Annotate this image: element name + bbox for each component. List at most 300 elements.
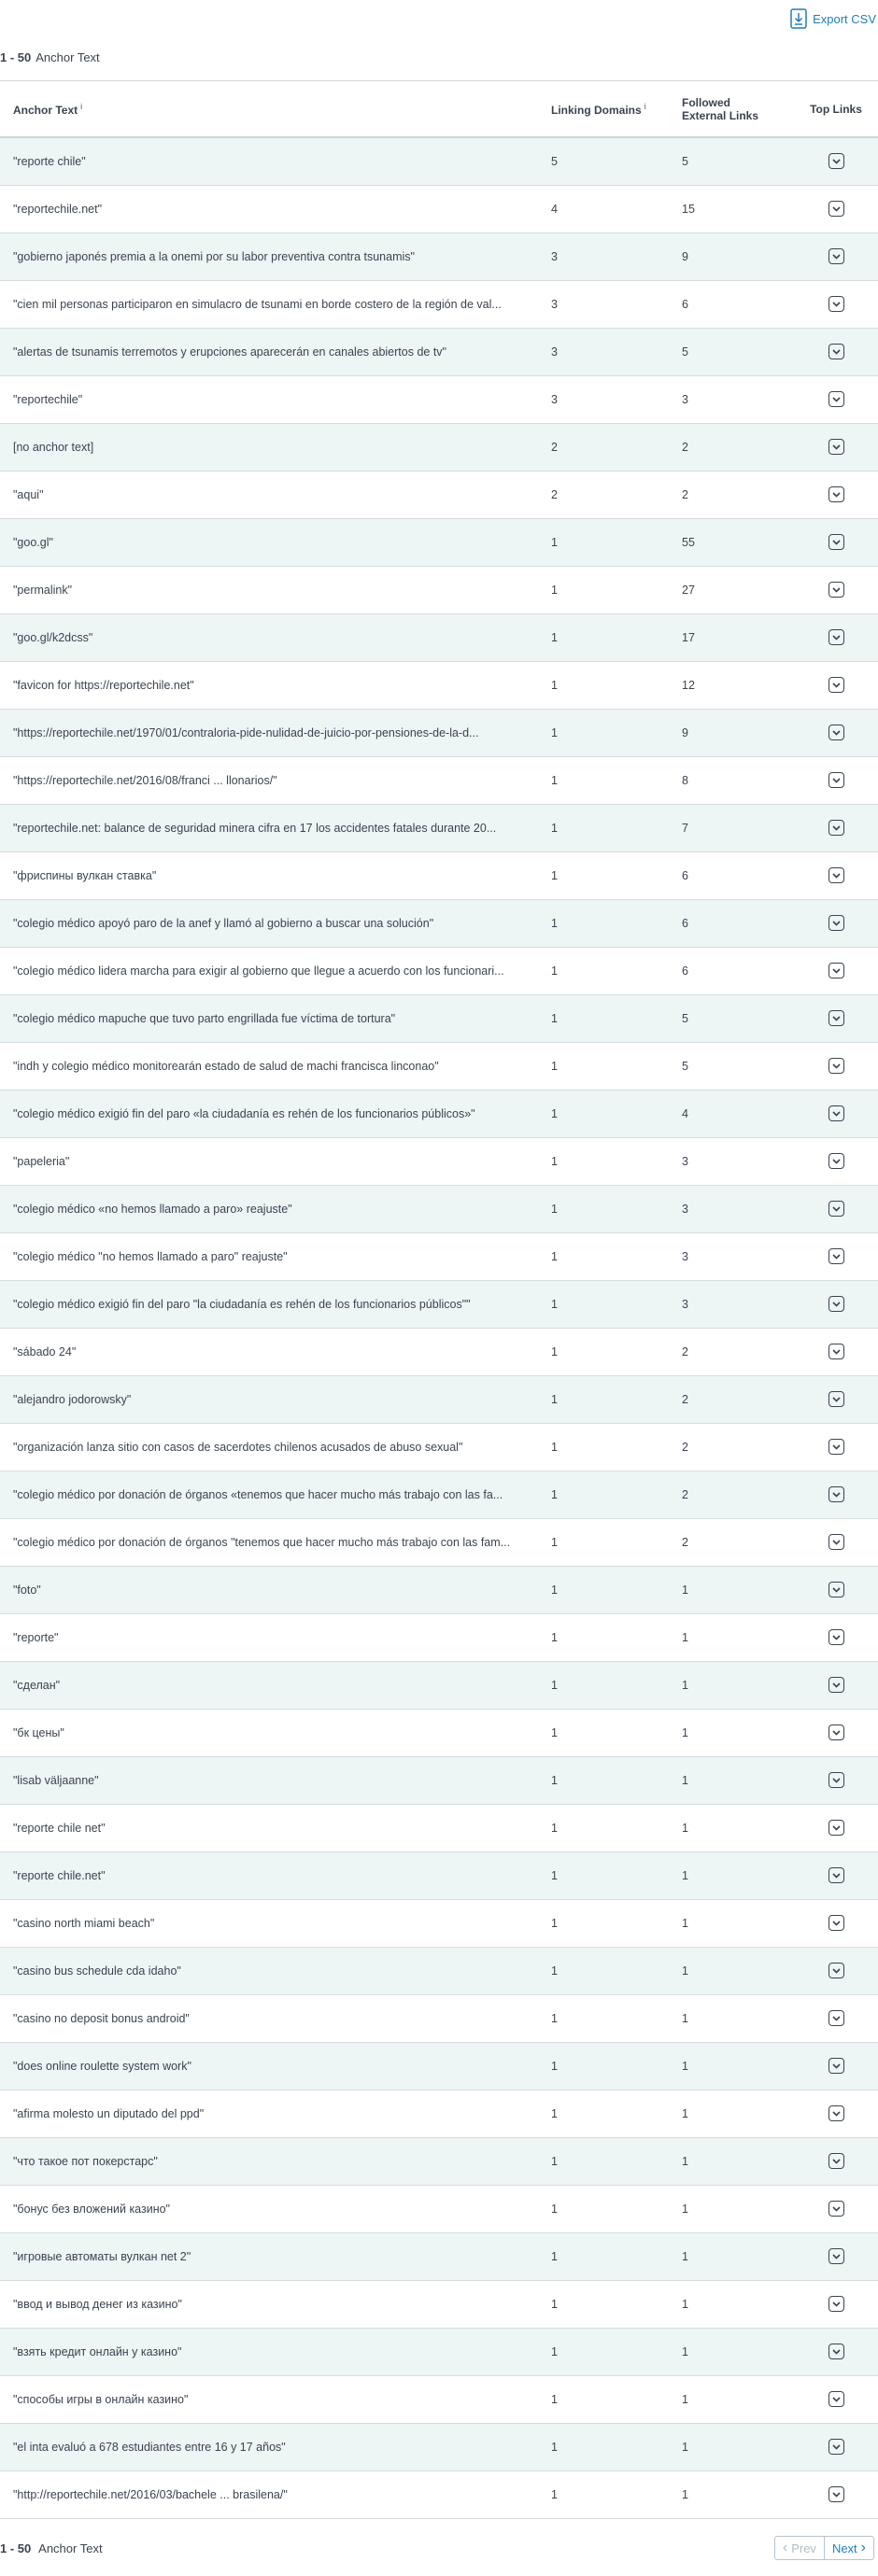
top-links-cell [794, 1566, 878, 1613]
table-row [0, 1137, 878, 1185]
linking-domains-cell: 1 [551, 1154, 558, 1168]
chevron-down-icon [832, 2444, 841, 2450]
column-header-followed-external-links[interactable] [682, 81, 794, 137]
followed-external-links-cell: 3 [682, 1297, 688, 1311]
top-links-cell [794, 2328, 878, 2375]
table-row [0, 1899, 878, 1947]
column-header-top-links [794, 81, 878, 137]
anchor-text-cell: "colegio médico apoyó paro de la anef y llamó al gobierno a buscar una solución" [13, 916, 434, 930]
top-links-cell [794, 1090, 878, 1137]
followed-external-links-cell: 3 [682, 1202, 688, 1216]
followed-external-links-cell: 9 [682, 725, 688, 739]
chevron-down-icon [832, 2397, 841, 2402]
prev-page-button[interactable] [774, 2536, 825, 2560]
top-links-cell [794, 1709, 878, 1756]
top-links-cell [794, 613, 878, 661]
anchor-text-cell: "does online roulette system work" [13, 2059, 191, 2073]
anchor-text-cell: "casino no deposit bonus android" [13, 2011, 190, 2025]
expand-top-links-button[interactable] [828, 915, 844, 931]
top-links-cell [794, 2185, 878, 2232]
anchor-text-cell: "el inta evaluó a 678 estudiantes entre 16 y 17 años" [13, 2440, 286, 2454]
top-links-cell [794, 1471, 878, 1518]
linking-domains-cell: 2 [551, 487, 558, 501]
expand-top-links-button[interactable] [828, 1534, 844, 1550]
anchor-text-cell: "colegio médico lidera marcha para exigir al gobierno que llegue a acuerdo con los funcionari... [13, 964, 504, 978]
followed-external-links-cell: 1 [682, 2249, 688, 2263]
expand-top-links-button[interactable] [828, 2153, 844, 2169]
top-links-cell [794, 2470, 878, 2518]
expand-top-links-button[interactable] [828, 344, 844, 359]
linking-domains-cell: 1 [551, 2249, 558, 2263]
linking-domains-cell: 3 [551, 345, 558, 359]
anchor-text-cell: "бонус без вложений казино" [13, 2202, 170, 2216]
column-header-anchor-text[interactable] [0, 81, 551, 137]
anchor-text-cell: [no anchor text] [13, 440, 94, 454]
chevron-down-icon [832, 2206, 841, 2212]
chevron-left-icon: ‹ [782, 2540, 788, 2555]
followed-external-links-cell: 1 [682, 2440, 688, 2454]
top-links-cell [794, 185, 878, 232]
followed-external-links-cell: 55 [682, 535, 695, 549]
expand-top-links-button[interactable] [828, 1724, 844, 1740]
chevron-down-icon [832, 1682, 841, 1688]
top-links-cell [794, 518, 878, 566]
expand-top-links-button[interactable] [828, 1963, 844, 1978]
linking-domains-cell: 1 [551, 773, 558, 787]
results-label: Anchor Text [35, 49, 100, 64]
footer-label: Anchor Text [38, 2541, 103, 2555]
anchor-text-cell: "reporte chile net" [13, 1821, 106, 1835]
expand-top-links-button[interactable] [828, 2201, 844, 2217]
followed-external-links-cell: 9 [682, 249, 688, 263]
top-links-cell [794, 1185, 878, 1232]
expand-top-links-button[interactable] [828, 1391, 844, 1407]
top-links-cell [794, 137, 878, 185]
top-links-cell [794, 1280, 878, 1328]
table-row [0, 1423, 878, 1471]
expand-top-links-button[interactable] [828, 1058, 844, 1074]
table-row [0, 661, 878, 709]
linking-domains-cell: 1 [551, 2011, 558, 2025]
linking-domains-cell: 1 [551, 1725, 558, 1739]
expand-top-links-button[interactable] [828, 1010, 844, 1026]
linking-domains-header-label: Linking Domains [551, 103, 642, 117]
linking-domains-cell: 1 [551, 1059, 558, 1073]
anchor-text-cell: "reportechile" [13, 392, 83, 406]
followed-external-links-cell: 1 [682, 2487, 688, 2501]
table-row [0, 1804, 878, 1851]
expand-top-links-button[interactable] [828, 2010, 844, 2026]
chevron-down-icon [832, 1540, 841, 1545]
chevron-down-icon [832, 1016, 841, 1021]
followed-external-links-cell: 4 [682, 1106, 688, 1120]
chevron-down-icon [832, 1778, 841, 1783]
expand-top-links-button[interactable] [828, 1629, 844, 1645]
anchor-text-cell: "alejandro jodorowsky" [13, 1392, 132, 1406]
expand-top-links-button[interactable] [828, 391, 844, 407]
expand-top-links-button[interactable] [828, 486, 844, 502]
pagination [774, 2536, 874, 2560]
table-header-row [0, 81, 878, 137]
anchor-text-cell: "organización lanza sitio con casos de sacerdotes chilenos acusados de abuso sexual" [13, 1440, 463, 1454]
expand-top-links-button[interactable] [828, 2439, 844, 2455]
expand-top-links-button[interactable] [828, 1248, 844, 1264]
chevron-down-icon [832, 1825, 841, 1831]
table-row [0, 2328, 878, 2375]
next-page-button[interactable] [825, 2536, 874, 2560]
expand-top-links-button[interactable] [828, 1296, 844, 1312]
expand-top-links-button[interactable] [828, 1677, 844, 1693]
anchor-text-cell: "reporte" [13, 1630, 59, 1644]
expand-top-links-button[interactable] [828, 1344, 844, 1359]
linking-domains-cell: 1 [551, 583, 558, 597]
table-row [0, 1994, 878, 2042]
chevron-down-icon [832, 159, 841, 164]
linking-domains-cell: 1 [551, 678, 558, 692]
chevron-right-icon: › [860, 2540, 866, 2555]
anchor-text-cell: "reportechile.net: balance de seguridad minera cifra en 17 los accidentes fatales durante 20... [13, 821, 497, 835]
chevron-down-icon [832, 1492, 841, 1498]
linking-domains-cell: 1 [551, 2202, 558, 2216]
expand-top-links-button[interactable] [828, 2344, 844, 2359]
results-summary [0, 34, 878, 71]
linking-domains-cell: 1 [551, 1773, 558, 1787]
expand-top-links-button[interactable] [828, 1867, 844, 1883]
linking-domains-cell: 1 [551, 1011, 558, 1025]
anchor-text-cell: "foto" [13, 1583, 41, 1597]
followed-external-links-cell: 1 [682, 1630, 688, 1644]
top-links-cell [794, 471, 878, 518]
chevron-down-icon [832, 349, 841, 355]
anchor-text-cell: "http://reportechile.net/2016/03/bachele ... brasilena/" [13, 2487, 288, 2501]
table-row [0, 566, 878, 613]
followed-external-links-cell: 1 [682, 1821, 688, 1835]
table-row [0, 1471, 878, 1518]
top-links-cell [794, 328, 878, 375]
top-links-cell [794, 1518, 878, 1566]
top-links-cell [794, 280, 878, 328]
linking-domains-cell: 2 [551, 440, 558, 454]
anchor-text-cell: "colegio médico exigió fin del paro «la ciudadanía es rehén de los funcionarios públicos»" [13, 1106, 475, 1120]
chevron-down-icon [832, 2111, 841, 2117]
chevron-down-icon [832, 1302, 841, 1307]
chevron-down-icon [832, 397, 841, 402]
followed-external-links-cell: 1 [682, 2344, 688, 2358]
followed-external-links-cell: 1 [682, 1725, 688, 1739]
chevron-down-icon [832, 825, 841, 831]
chevron-down-icon [832, 2016, 841, 2021]
top-links-cell [794, 709, 878, 756]
followed-external-links-cell: 1 [682, 2059, 688, 2073]
expand-top-links-button[interactable] [828, 2296, 844, 2312]
anchor-text-cell: "favicon for https://reportechile.net" [13, 678, 194, 692]
anchor-text-cell: "reportechile.net" [13, 202, 103, 216]
top-links-cell [794, 1994, 878, 2042]
linking-domains-cell: 5 [551, 154, 558, 168]
anchor-text-cell: "colegio médico exigió fin del paro "la ciudadanía es rehén de los funcionarios públicos"" [13, 1297, 471, 1311]
followed-external-links-cell: 8 [682, 773, 688, 787]
followed-external-links-cell: 1 [682, 1868, 688, 1882]
table-row [0, 947, 878, 994]
chevron-down-icon [832, 778, 841, 783]
followed-external-links-cell: 3 [682, 392, 688, 406]
top-links-cell [794, 947, 878, 994]
chevron-down-icon [832, 683, 841, 688]
followed-external-links-cell: 7 [682, 821, 688, 835]
top-links-cell [794, 1328, 878, 1375]
next-label: Next [831, 2541, 857, 2555]
table-row [0, 1709, 878, 1756]
table-row [0, 804, 878, 852]
linking-domains-cell: 1 [551, 916, 558, 930]
expand-top-links-button[interactable] [828, 153, 844, 169]
expand-top-links-button[interactable] [828, 248, 844, 264]
anchor-text-cell: "colegio médico «no hemos llamado a paro» reajuste" [13, 1202, 292, 1216]
expand-top-links-button[interactable] [828, 439, 844, 455]
table-row [0, 280, 878, 328]
followed-external-links-cell: 1 [682, 1678, 688, 1692]
chevron-down-icon [832, 1873, 841, 1879]
followed-external-links-cell: 6 [682, 916, 688, 930]
followed-external-links-cell: 15 [682, 202, 695, 216]
top-links-cell [794, 1137, 878, 1185]
table-row [0, 709, 878, 756]
table-row [0, 1375, 878, 1423]
anchor-text-cell: "ввод и вывод денег из казино" [13, 2297, 182, 2311]
chevron-down-icon [832, 2349, 841, 2355]
anchor-text-cell: "goo.gl" [13, 535, 53, 549]
linking-domains-cell: 1 [551, 1868, 558, 1882]
table-row [0, 852, 878, 899]
followed-external-links-cell: 6 [682, 964, 688, 978]
results-range: 1 - 50 [0, 49, 32, 64]
chevron-down-icon [832, 1968, 841, 1974]
followed-external-links-cell: 5 [682, 1011, 688, 1025]
anchor-text-cell: "permalink" [13, 583, 73, 597]
table-row [0, 1613, 878, 1661]
followed-external-links-cell: 2 [682, 1344, 688, 1358]
table-row [0, 518, 878, 566]
top-links-cell [794, 2137, 878, 2185]
anchor-text-cell: "alertas de tsunamis terremotos y erupciones aparecerán en canales abiertos de tv" [13, 345, 446, 359]
anchor-text-info-icon[interactable]: i [80, 101, 83, 111]
followed-external-links-cell: 1 [682, 2202, 688, 2216]
followed-external-links-cell: 6 [682, 868, 688, 882]
table-row [0, 756, 878, 804]
linking-domains-cell: 1 [551, 2059, 558, 2073]
footer-summary [0, 2541, 103, 2555]
footer-range: 1 - 50 [0, 2541, 32, 2555]
top-links-cell [794, 1804, 878, 1851]
followed-external-links-cell: 2 [682, 1440, 688, 1454]
anchor-text-cell: "reporte chile" [13, 154, 86, 168]
linking-domains-cell: 1 [551, 2344, 558, 2358]
table-row [0, 1232, 878, 1280]
top-links-cell [794, 1756, 878, 1804]
linking-domains-cell: 1 [551, 630, 558, 644]
anchor-text-cell: "фриспины вулкан ставка" [13, 868, 157, 882]
linking-domains-cell: 1 [551, 1202, 558, 1216]
linking-domains-cell: 1 [551, 2440, 558, 2454]
chevron-down-icon [832, 635, 841, 640]
table-row [0, 423, 878, 471]
table-row [0, 2185, 878, 2232]
expand-top-links-button[interactable] [828, 534, 844, 550]
followed-external-links-cell: 2 [682, 1487, 688, 1501]
table-row [0, 2137, 878, 2185]
anchor-text-cell: "cien mil personas participaron en simulacro de tsunami en borde costero de la región de val... [13, 297, 502, 311]
linking-domains-cell: 1 [551, 1583, 558, 1597]
chevron-down-icon [832, 1587, 841, 1593]
table-row [0, 137, 878, 185]
anchor-text-cell: "https://reportechile.net/1970/01/contraloria-pide-nulidad-de-juicio-por-pensiones-de-la-d... [13, 725, 479, 739]
expand-top-links-button[interactable] [828, 296, 844, 312]
followed-external-links-cell: 6 [682, 297, 688, 311]
anchor-text-cell: "сделан" [13, 1678, 61, 1692]
chevron-down-icon [832, 968, 841, 974]
followed-external-links-cell: 2 [682, 1535, 688, 1549]
expand-top-links-button[interactable] [828, 1439, 844, 1455]
expand-top-links-button[interactable] [828, 1820, 844, 1836]
chevron-down-icon [832, 2492, 841, 2498]
followed-external-links-cell: 5 [682, 1059, 688, 1073]
top-links-cell [794, 1613, 878, 1661]
table-row [0, 2232, 878, 2280]
expand-top-links-button[interactable] [828, 2105, 844, 2121]
linking-domains-cell: 1 [551, 1630, 558, 1644]
chevron-down-icon [832, 1921, 841, 1926]
chevron-down-icon [832, 302, 841, 307]
followed-external-links-cell: 1 [682, 2106, 688, 2120]
chevron-down-icon [832, 587, 841, 593]
export-csv-button[interactable] [790, 8, 876, 29]
anchor-text-cell: "colegio médico "no hemos llamado a paro" reajuste" [13, 1249, 288, 1263]
linking-domains-cell: 1 [551, 1535, 558, 1549]
top-links-cell [794, 2232, 878, 2280]
linking-domains-cell: 1 [551, 1106, 558, 1120]
prev-label: Prev [791, 2541, 816, 2555]
followed-external-links-cell: 1 [682, 1964, 688, 1978]
top-links-cell [794, 2280, 878, 2328]
column-header-linking-domains[interactable] [551, 81, 682, 137]
chevron-down-icon [832, 730, 841, 736]
expand-top-links-button[interactable] [828, 1582, 844, 1598]
table-row [0, 2042, 878, 2090]
chevron-down-icon [832, 1206, 841, 1212]
top-links-header-label: Top Links [810, 102, 862, 116]
followed-external-links-cell: 3 [682, 1154, 688, 1168]
top-links-cell [794, 1899, 878, 1947]
expand-top-links-button[interactable] [828, 1105, 844, 1121]
followed-external-links-cell: 3 [682, 1249, 688, 1263]
top-links-cell [794, 899, 878, 947]
expand-top-links-button[interactable] [828, 201, 844, 217]
followed-external-links-cell: 1 [682, 1583, 688, 1597]
expand-top-links-button[interactable] [828, 820, 844, 836]
anchor-text-table-container [0, 80, 878, 2519]
expand-top-links-button[interactable] [828, 582, 844, 598]
followed-external-links-cell: 5 [682, 345, 688, 359]
table-row [0, 1328, 878, 1375]
linking-domains-cell: 3 [551, 249, 558, 263]
anchor-text-table [0, 81, 878, 2519]
chevron-down-icon [832, 492, 841, 498]
chevron-down-icon [832, 1159, 841, 1164]
top-links-cell [794, 1423, 878, 1471]
expand-top-links-button[interactable] [828, 1915, 844, 1931]
top-links-cell [794, 1042, 878, 1090]
anchor-text-cell: "lisab väljaanne" [13, 1773, 99, 1787]
expand-top-links-button[interactable] [828, 1153, 844, 1169]
chevron-down-icon [832, 1730, 841, 1736]
expand-top-links-button[interactable] [828, 677, 844, 693]
expand-top-links-button[interactable] [828, 1486, 844, 1502]
top-links-cell [794, 2090, 878, 2137]
followed-external-links-cell: 12 [682, 678, 695, 692]
expand-top-links-button[interactable] [828, 867, 844, 883]
expand-top-links-button[interactable] [828, 2486, 844, 2502]
expand-top-links-button[interactable] [828, 2248, 844, 2264]
top-links-cell [794, 1661, 878, 1709]
table-row [0, 232, 878, 280]
linking-domains-cell: 1 [551, 1964, 558, 1978]
expand-top-links-button[interactable] [828, 2058, 844, 2074]
export-bar [0, 0, 878, 34]
followed-header-label-line2: External Links [682, 108, 759, 122]
expand-top-links-button[interactable] [828, 2391, 844, 2407]
top-links-cell [794, 423, 878, 471]
chevron-down-icon [832, 2254, 841, 2259]
anchor-text-cell: "бк цены" [13, 1725, 64, 1739]
linking-domains-cell: 1 [551, 725, 558, 739]
expand-top-links-button[interactable] [828, 629, 844, 645]
table-body [0, 137, 878, 2518]
linking-domains-cell: 1 [551, 1249, 558, 1263]
anchor-text-header-label: Anchor Text [13, 103, 78, 117]
linking-domains-info-icon[interactable]: i [644, 101, 646, 111]
anchor-text-cell: "что такое пот покерстарс" [13, 2154, 158, 2168]
expand-top-links-button[interactable] [828, 1772, 844, 1788]
expand-top-links-button[interactable] [828, 772, 844, 788]
chevron-down-icon [832, 444, 841, 450]
chevron-down-icon [832, 206, 841, 212]
expand-top-links-button[interactable] [828, 1201, 844, 1217]
top-links-cell [794, 1375, 878, 1423]
table-row [0, 1851, 878, 1899]
followed-external-links-cell: 27 [682, 583, 695, 597]
anchor-text-cell: "casino north miami beach" [13, 1916, 155, 1930]
top-links-cell [794, 661, 878, 709]
table-row [0, 1947, 878, 1994]
anchor-text-cell: "взять кредит онлайн у казино" [13, 2344, 182, 2358]
chevron-down-icon [832, 1635, 841, 1640]
chevron-down-icon [832, 2159, 841, 2164]
top-links-cell [794, 1232, 878, 1280]
followed-header-label-line1: Followed [682, 95, 730, 109]
table-row [0, 1756, 878, 1804]
chevron-down-icon [832, 1111, 841, 1117]
expand-top-links-button[interactable] [828, 963, 844, 978]
linking-domains-cell: 1 [551, 1297, 558, 1311]
linking-domains-cell: 1 [551, 2297, 558, 2311]
linking-domains-cell: 3 [551, 392, 558, 406]
expand-top-links-button[interactable] [828, 725, 844, 740]
linking-domains-cell: 1 [551, 2106, 558, 2120]
table-row [0, 1185, 878, 1232]
table-row [0, 2423, 878, 2470]
chevron-down-icon [832, 1254, 841, 1260]
table-row [0, 2090, 878, 2137]
